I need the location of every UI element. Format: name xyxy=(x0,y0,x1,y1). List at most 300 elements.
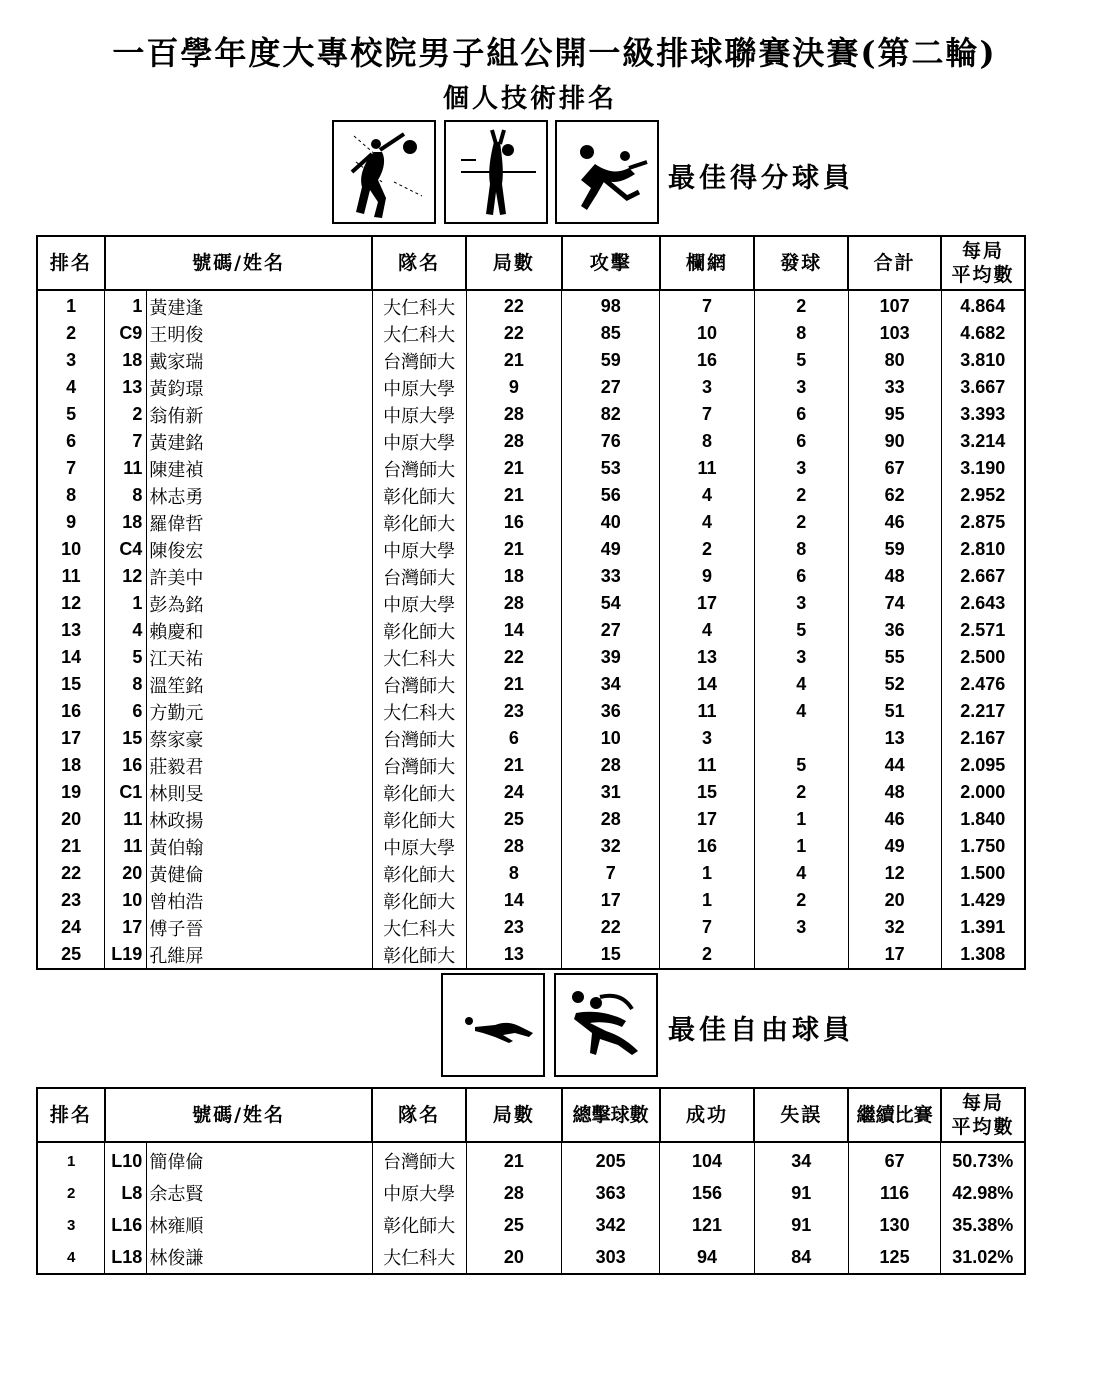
table-header-row xyxy=(37,1088,1025,1142)
player-name: 戴家瑞 xyxy=(147,347,372,374)
best-libero-label: 最佳自由球員 xyxy=(668,1015,854,1046)
player-name: 林俊謙 xyxy=(147,1241,372,1274)
jersey-number: 11 xyxy=(105,833,147,860)
col-header-success: 成功 xyxy=(660,1088,755,1142)
avg-cell: 2.167 xyxy=(941,725,1025,752)
team-name: 彰化師大 xyxy=(372,806,466,833)
sets-cell: 22 xyxy=(466,290,562,320)
success-cell: 156 xyxy=(660,1177,755,1209)
table-row xyxy=(37,860,1025,887)
jersey-number: 1 xyxy=(105,290,147,320)
volleyball-dig-icon xyxy=(441,973,545,1077)
table-row xyxy=(37,1241,1025,1274)
attack-cell: 85 xyxy=(562,320,660,347)
total-cell: 62 xyxy=(848,482,941,509)
block-cell: 17 xyxy=(660,590,755,617)
table-row xyxy=(37,401,1025,428)
table-row xyxy=(37,779,1025,806)
table-row xyxy=(37,1142,1025,1177)
attack-cell: 28 xyxy=(562,806,660,833)
serve-cell: 5 xyxy=(754,617,848,644)
player-name: 翁侑新 xyxy=(147,401,372,428)
serve-cell: 1 xyxy=(754,833,848,860)
volleyball-block-icon xyxy=(444,120,548,224)
errors-cell: 34 xyxy=(754,1142,848,1177)
team-name: 台灣師大 xyxy=(372,563,466,590)
team-name: 中原大學 xyxy=(372,833,466,860)
errors-cell: 91 xyxy=(754,1177,848,1209)
block-cell: 15 xyxy=(660,779,755,806)
serve-cell: 6 xyxy=(754,428,848,455)
serve-cell: 2 xyxy=(754,887,848,914)
player-name: 林政揚 xyxy=(147,806,372,833)
table-row xyxy=(37,563,1025,590)
success-cell: 121 xyxy=(660,1209,755,1241)
sets-cell: 21 xyxy=(466,671,562,698)
total-cell: 33 xyxy=(848,374,941,401)
block-cell: 7 xyxy=(660,914,755,941)
avg-cell: 1.750 xyxy=(941,833,1025,860)
col-header-rank: 排名 xyxy=(37,236,105,290)
continued-cell: 116 xyxy=(848,1177,941,1209)
block-cell: 7 xyxy=(660,401,755,428)
col-header-block: 欄網 xyxy=(660,236,755,290)
avg-cell: 2.000 xyxy=(941,779,1025,806)
total-cell: 55 xyxy=(848,644,941,671)
block-cell: 14 xyxy=(660,671,755,698)
jersey-number: L19 xyxy=(105,941,147,969)
block-cell: 11 xyxy=(660,752,755,779)
avg-cell: 2.217 xyxy=(941,698,1025,725)
table-row xyxy=(37,482,1025,509)
player-name: 許美中 xyxy=(147,563,372,590)
jersey-number: 5 xyxy=(105,644,147,671)
hits-cell: 205 xyxy=(562,1142,660,1177)
total-cell: 13 xyxy=(848,725,941,752)
sets-cell: 28 xyxy=(466,1177,562,1209)
avg-cell: 2.810 xyxy=(941,536,1025,563)
serve-cell: 4 xyxy=(754,698,848,725)
jersey-number: 18 xyxy=(105,509,147,536)
rank-cell: 5 xyxy=(37,401,105,428)
hits-cell: 342 xyxy=(562,1209,660,1241)
avg-cell: 1.391 xyxy=(941,914,1025,941)
team-name: 大仁科大 xyxy=(372,914,466,941)
team-name: 彰化師大 xyxy=(372,1209,466,1241)
jersey-number: 6 xyxy=(105,698,147,725)
attack-cell: 32 xyxy=(562,833,660,860)
jersey-number: C9 xyxy=(105,320,147,347)
volleyball-serve-icon xyxy=(555,120,659,224)
scorer-ranking-table xyxy=(36,235,1026,970)
serve-cell: 2 xyxy=(754,290,848,320)
rank-cell: 22 xyxy=(37,860,105,887)
total-cell: 59 xyxy=(848,536,941,563)
sets-cell: 16 xyxy=(466,509,562,536)
volleyball-spike-icon xyxy=(332,120,436,224)
team-name: 大仁科大 xyxy=(372,698,466,725)
avg-cell: 3.667 xyxy=(941,374,1025,401)
rank-cell: 2 xyxy=(37,1177,105,1209)
team-name: 大仁科大 xyxy=(372,1241,466,1274)
serve-cell: 3 xyxy=(754,914,848,941)
table-row xyxy=(37,509,1025,536)
continued-cell: 67 xyxy=(848,1142,941,1177)
jersey-number: 11 xyxy=(105,806,147,833)
attack-cell: 34 xyxy=(562,671,660,698)
success-cell: 94 xyxy=(660,1241,755,1274)
team-name: 彰化師大 xyxy=(372,482,466,509)
continued-cell: 130 xyxy=(848,1209,941,1241)
player-name: 黃建銘 xyxy=(147,428,372,455)
table-row xyxy=(37,698,1025,725)
rank-cell: 4 xyxy=(37,1241,105,1274)
block-cell: 13 xyxy=(660,644,755,671)
serve-cell: 5 xyxy=(754,347,848,374)
rank-cell: 21 xyxy=(37,833,105,860)
sets-cell: 23 xyxy=(466,914,562,941)
player-name: 曾柏浩 xyxy=(147,887,372,914)
avg-cell: 35.38% xyxy=(941,1209,1025,1241)
block-cell: 4 xyxy=(660,482,755,509)
block-cell: 4 xyxy=(660,509,755,536)
errors-cell: 84 xyxy=(754,1241,848,1274)
table-row xyxy=(37,374,1025,401)
avg-cell: 2.500 xyxy=(941,644,1025,671)
avg-cell: 1.840 xyxy=(941,806,1025,833)
col-header-sets: 局數 xyxy=(466,1088,562,1142)
table-row xyxy=(37,914,1025,941)
serve-cell: 3 xyxy=(754,590,848,617)
sets-cell: 21 xyxy=(466,455,562,482)
total-cell: 44 xyxy=(848,752,941,779)
sets-cell: 25 xyxy=(466,806,562,833)
jersey-number: 11 xyxy=(105,455,147,482)
total-cell: 80 xyxy=(848,347,941,374)
sets-cell: 14 xyxy=(466,887,562,914)
player-name: 簡偉倫 xyxy=(147,1142,372,1177)
rank-cell: 13 xyxy=(37,617,105,644)
rank-cell: 15 xyxy=(37,671,105,698)
jersey-number: 2 xyxy=(105,401,147,428)
block-cell: 4 xyxy=(660,617,755,644)
jersey-number: 4 xyxy=(105,617,147,644)
table-row xyxy=(37,671,1025,698)
hits-cell: 363 xyxy=(562,1177,660,1209)
jersey-number: 20 xyxy=(105,860,147,887)
team-name: 大仁科大 xyxy=(372,320,466,347)
attack-cell: 54 xyxy=(562,590,660,617)
total-cell: 46 xyxy=(848,509,941,536)
block-cell: 1 xyxy=(660,887,755,914)
col-header-average: 每局 平均數 xyxy=(941,236,1025,290)
attack-cell: 22 xyxy=(562,914,660,941)
attack-cell: 7 xyxy=(562,860,660,887)
avg-cell: 2.571 xyxy=(941,617,1025,644)
rank-cell: 1 xyxy=(37,290,105,320)
avg-cell: 2.476 xyxy=(941,671,1025,698)
block-cell: 7 xyxy=(660,290,755,320)
total-cell: 20 xyxy=(848,887,941,914)
table-row xyxy=(37,617,1025,644)
jersey-number: 10 xyxy=(105,887,147,914)
sets-cell: 22 xyxy=(466,320,562,347)
block-cell: 11 xyxy=(660,455,755,482)
team-name: 彰化師大 xyxy=(372,779,466,806)
table-row xyxy=(37,833,1025,860)
team-name: 台灣師大 xyxy=(372,1142,466,1177)
team-name: 中原大學 xyxy=(372,1177,466,1209)
rank-cell: 6 xyxy=(37,428,105,455)
volleyball-receive-icon xyxy=(554,973,658,1077)
avg-cell: 4.682 xyxy=(941,320,1025,347)
errors-cell: 91 xyxy=(754,1209,848,1241)
col-header-serve: 發球 xyxy=(754,236,848,290)
block-cell: 8 xyxy=(660,428,755,455)
col-header-team: 隊名 xyxy=(372,1088,466,1142)
avg-cell: 2.875 xyxy=(941,509,1025,536)
jersey-number: 8 xyxy=(105,482,147,509)
total-cell: 52 xyxy=(848,671,941,698)
sets-cell: 28 xyxy=(466,833,562,860)
rank-cell: 25 xyxy=(37,941,105,969)
sets-cell: 28 xyxy=(466,590,562,617)
player-name: 黃健倫 xyxy=(147,860,372,887)
serve-cell: 5 xyxy=(754,752,848,779)
attack-cell: 36 xyxy=(562,698,660,725)
attack-cell: 53 xyxy=(562,455,660,482)
attack-cell: 28 xyxy=(562,752,660,779)
jersey-number: L8 xyxy=(105,1177,147,1209)
total-cell: 36 xyxy=(848,617,941,644)
team-name: 台灣師大 xyxy=(372,347,466,374)
attack-cell: 39 xyxy=(562,644,660,671)
serve-cell: 3 xyxy=(754,374,848,401)
team-name: 彰化師大 xyxy=(372,617,466,644)
total-cell: 12 xyxy=(848,860,941,887)
rank-cell: 4 xyxy=(37,374,105,401)
table-row xyxy=(37,644,1025,671)
jersey-number: 18 xyxy=(105,347,147,374)
rank-cell: 16 xyxy=(37,698,105,725)
total-cell: 103 xyxy=(848,320,941,347)
attack-cell: 56 xyxy=(562,482,660,509)
col-header-sets: 局數 xyxy=(466,236,562,290)
block-cell: 9 xyxy=(660,563,755,590)
table-row xyxy=(37,941,1025,969)
table-header-row xyxy=(37,236,1025,290)
player-name: 王明俊 xyxy=(147,320,372,347)
total-cell: 17 xyxy=(848,941,941,969)
team-name: 中原大學 xyxy=(372,536,466,563)
team-name: 中原大學 xyxy=(372,590,466,617)
total-cell: 51 xyxy=(848,698,941,725)
team-name: 彰化師大 xyxy=(372,860,466,887)
avg-cell: 50.73% xyxy=(941,1142,1025,1177)
col-header-rank: 排名 xyxy=(37,1088,105,1142)
avg-cell: 31.02% xyxy=(941,1241,1025,1274)
attack-cell: 15 xyxy=(562,941,660,969)
serve-cell: 4 xyxy=(754,860,848,887)
player-name: 黃伯翰 xyxy=(147,833,372,860)
total-cell: 48 xyxy=(848,779,941,806)
block-cell: 3 xyxy=(660,374,755,401)
sets-cell: 21 xyxy=(466,752,562,779)
jersey-number: L10 xyxy=(105,1142,147,1177)
jersey-number: 16 xyxy=(105,752,147,779)
team-name: 台灣師大 xyxy=(372,725,466,752)
player-name: 羅偉哲 xyxy=(147,509,372,536)
total-cell: 48 xyxy=(848,563,941,590)
jersey-number: 8 xyxy=(105,671,147,698)
avg-cell: 1.429 xyxy=(941,887,1025,914)
sets-cell: 6 xyxy=(466,725,562,752)
rank-cell: 23 xyxy=(37,887,105,914)
table-row xyxy=(37,455,1025,482)
table-row xyxy=(37,428,1025,455)
block-cell: 11 xyxy=(660,698,755,725)
attack-cell: 82 xyxy=(562,401,660,428)
rank-cell: 20 xyxy=(37,806,105,833)
team-name: 大仁科大 xyxy=(372,644,466,671)
block-cell: 2 xyxy=(660,941,755,969)
rank-cell: 11 xyxy=(37,563,105,590)
rank-cell: 7 xyxy=(37,455,105,482)
player-name: 余志賢 xyxy=(147,1177,372,1209)
sets-cell: 21 xyxy=(466,347,562,374)
serve-cell: 4 xyxy=(754,671,848,698)
sets-cell: 13 xyxy=(466,941,562,969)
player-name: 莊毅君 xyxy=(147,752,372,779)
block-cell: 16 xyxy=(660,833,755,860)
player-name: 陳俊宏 xyxy=(147,536,372,563)
jersey-number: L18 xyxy=(105,1241,147,1274)
col-header-total: 合計 xyxy=(848,236,941,290)
rank-cell: 14 xyxy=(37,644,105,671)
block-cell: 2 xyxy=(660,536,755,563)
sets-cell: 28 xyxy=(466,401,562,428)
rank-cell: 2 xyxy=(37,320,105,347)
sets-cell: 9 xyxy=(466,374,562,401)
page-title: 一百學年度大專校院男子組公開一級排球聯賽決賽(第二輪) xyxy=(112,34,997,72)
sets-cell: 18 xyxy=(466,563,562,590)
block-cell: 1 xyxy=(660,860,755,887)
jersey-number: L16 xyxy=(105,1209,147,1241)
serve-cell: 3 xyxy=(754,644,848,671)
sets-cell: 8 xyxy=(466,860,562,887)
total-cell: 74 xyxy=(848,590,941,617)
block-cell: 16 xyxy=(660,347,755,374)
attack-cell: 10 xyxy=(562,725,660,752)
attack-cell: 49 xyxy=(562,536,660,563)
best-scorer-label: 最佳得分球員 xyxy=(668,163,854,194)
sets-cell: 20 xyxy=(466,1241,562,1274)
player-name: 彭為銘 xyxy=(147,590,372,617)
serve-cell: 6 xyxy=(754,563,848,590)
team-name: 彰化師大 xyxy=(372,509,466,536)
block-cell: 17 xyxy=(660,806,755,833)
avg-cell: 2.952 xyxy=(941,482,1025,509)
sets-cell: 21 xyxy=(466,482,562,509)
total-cell: 32 xyxy=(848,914,941,941)
attack-cell: 76 xyxy=(562,428,660,455)
serve-cell: 6 xyxy=(754,401,848,428)
col-header-number-name: 號碼/姓名 xyxy=(105,236,372,290)
avg-cell: 2.643 xyxy=(941,590,1025,617)
avg-cell: 3.190 xyxy=(941,455,1025,482)
rank-cell: 8 xyxy=(37,482,105,509)
attack-cell: 33 xyxy=(562,563,660,590)
jersey-number: 12 xyxy=(105,563,147,590)
block-cell: 3 xyxy=(660,725,755,752)
total-cell: 90 xyxy=(848,428,941,455)
rank-cell: 24 xyxy=(37,914,105,941)
serve-cell xyxy=(754,725,848,752)
attack-cell: 98 xyxy=(562,290,660,320)
sets-cell: 14 xyxy=(466,617,562,644)
sets-cell: 25 xyxy=(466,1209,562,1241)
col-header-continued: 繼續比賽 xyxy=(848,1088,941,1142)
hits-cell: 303 xyxy=(562,1241,660,1274)
table-row xyxy=(37,887,1025,914)
rank-cell: 3 xyxy=(37,347,105,374)
player-name: 陳建禎 xyxy=(147,455,372,482)
jersey-number: 1 xyxy=(105,590,147,617)
player-name: 江天祐 xyxy=(147,644,372,671)
avg-cell: 4.864 xyxy=(941,290,1025,320)
rank-cell: 9 xyxy=(37,509,105,536)
col-header-number-name: 號碼/姓名 xyxy=(105,1088,372,1142)
libero-ranking-table xyxy=(36,1087,1026,1275)
block-cell: 10 xyxy=(660,320,755,347)
table-row xyxy=(37,536,1025,563)
col-header-errors: 失誤 xyxy=(754,1088,848,1142)
table-row xyxy=(37,806,1025,833)
total-cell: 49 xyxy=(848,833,941,860)
team-name: 台灣師大 xyxy=(372,671,466,698)
player-name: 賴慶和 xyxy=(147,617,372,644)
jersey-number: 13 xyxy=(105,374,147,401)
total-cell: 46 xyxy=(848,806,941,833)
col-header-attack: 攻擊 xyxy=(562,236,660,290)
jersey-number: 17 xyxy=(105,914,147,941)
team-name: 中原大學 xyxy=(372,374,466,401)
page-subtitle: 個人技術排名 xyxy=(442,84,617,114)
sets-cell: 23 xyxy=(466,698,562,725)
sets-cell: 24 xyxy=(466,779,562,806)
table-row xyxy=(37,590,1025,617)
team-name: 台灣師大 xyxy=(372,752,466,779)
jersey-number: 7 xyxy=(105,428,147,455)
total-cell: 67 xyxy=(848,455,941,482)
attack-cell: 40 xyxy=(562,509,660,536)
avg-cell: 42.98% xyxy=(941,1177,1025,1209)
table-row xyxy=(37,320,1025,347)
sets-cell: 28 xyxy=(466,428,562,455)
table-row xyxy=(37,752,1025,779)
player-name: 傅子晉 xyxy=(147,914,372,941)
team-name: 彰化師大 xyxy=(372,887,466,914)
attack-cell: 27 xyxy=(562,374,660,401)
player-name: 方勤元 xyxy=(147,698,372,725)
attack-cell: 17 xyxy=(562,887,660,914)
col-header-average: 每局 平均數 xyxy=(941,1088,1025,1142)
team-name: 中原大學 xyxy=(372,401,466,428)
team-name: 彰化師大 xyxy=(372,941,466,969)
serve-cell: 3 xyxy=(754,455,848,482)
player-name: 林志勇 xyxy=(147,482,372,509)
rank-cell: 19 xyxy=(37,779,105,806)
